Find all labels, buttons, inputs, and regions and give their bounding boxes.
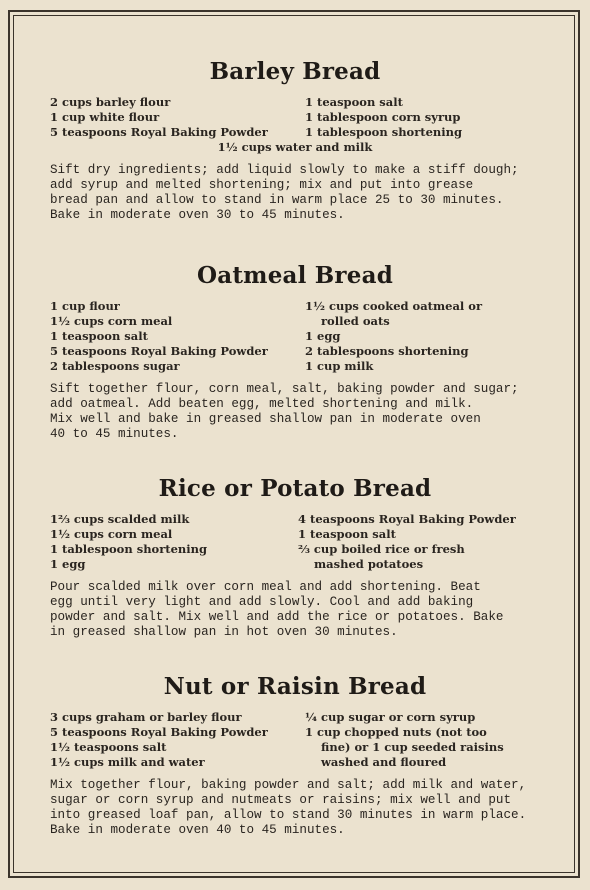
ingredient: 1½ cups cooked oatmeal or [305,299,483,313]
method-line: Pour scalded milk over corn meal and add shortening. Beat [50,580,481,594]
ingredient: 1 cup milk [305,359,374,373]
ingredient: 1 teaspoon salt [50,329,148,343]
ingredient: 1½ cups water and milk [217,140,373,154]
ingredient: 1 tablespoon shortening [305,125,463,139]
method-line: Bake in moderate oven 40 to 45 minutes. [50,823,345,837]
ingredient: 1 tablespoon shortening [50,542,208,556]
ingredient: 5 teaspoons Royal Baking Powder [50,344,268,358]
ingredient: fine) or 1 cup seeded raisins [321,740,504,754]
recipe-nut-or-raisin-bread [50,673,540,838]
recipe-rice-or-potato-bread [50,475,540,640]
ingredient-list [50,710,540,770]
method-line: into greased loaf pan, allow to stand 30 minutes in warm place. [50,808,527,822]
method-line: sugar or corn syrup and nutmeats or raisins; mix well and put [50,793,512,807]
method-line: add oatmeal. Add beaten egg, melted shortening and milk. [50,397,474,411]
ingredient: 2 cups barley flour [50,95,171,109]
method-line: Bake in moderate oven 30 to 45 minutes. [50,208,345,222]
ingredient: mashed potatoes [314,557,424,571]
ingredient: 1½ teaspoons salt [50,740,167,754]
ingredient: 5 teaspoons Royal Baking Powder [50,725,268,739]
ingredient: 1½ cups corn meal [50,527,173,541]
ingredient: 4 teaspoons Royal Baking Powder [298,512,516,526]
ingredient: 5 teaspoons Royal Baking Powder [50,125,268,139]
method-line: Mix together flour, baking powder and salt; add milk and water, [50,778,527,792]
ingredient: ⅔ cup boiled rice or fresh [298,542,465,556]
ingredient: 1 teaspoon salt [305,95,403,109]
method-line: Mix well and bake in greased shallow pan in moderate oven [50,412,481,426]
method-line: bread pan and allow to stand in warm place 25 to 30 minutes. [50,193,504,207]
ingredient: 1 egg [50,557,86,571]
ingredient: ¼ cup sugar or corn syrup [305,710,476,724]
ingredient: 1 egg [305,329,341,343]
ingredient: 1 tablespoon corn syrup [305,110,461,124]
method-line: 40 to 45 minutes. [50,427,179,441]
recipe-title: Rice or Potato Bread [158,475,432,502]
method-line: powder and salt. Mix well and add the rice or potatoes. Bake [50,610,504,624]
ingredient: 1⅔ cups scalded milk [50,512,190,526]
recipe-title: Oatmeal Bread [197,262,393,289]
ingredient: 2 tablespoons sugar [50,359,180,373]
recipe-barley-bread [50,58,540,223]
ingredient: rolled oats [321,314,390,328]
recipe-method [50,580,540,640]
ingredient-list [50,95,540,140]
ingredient: 1 teaspoon salt [298,527,396,541]
ingredient-list [50,299,540,374]
ingredient-list [50,512,540,572]
recipe-title: Barley Bread [209,58,381,85]
ingredient: washed and floured [321,755,447,769]
method-line: egg until very light and add slowly. Cool and add baking [50,595,474,609]
method-line: Sift dry ingredients; add liquid slowly to make a stiff dough; [50,163,519,177]
method-line: add syrup and melted shortening; mix and put into grease [50,178,474,192]
ingredient: 2 tablespoons shortening [305,344,469,358]
recipe-oatmeal-bread [50,262,540,442]
recipe-method [50,382,540,442]
ingredient: 3 cups graham or barley flour [50,710,242,724]
recipe-method [50,163,540,223]
ingredient: 1½ cups corn meal [50,314,173,328]
recipe-method [50,778,540,838]
ingredient: 1 cup chopped nuts (not too [305,725,487,739]
ingredient: 1 cup white flour [50,110,160,124]
ingredient: 1½ cups milk and water [50,755,205,769]
method-line: in greased shallow pan in hot oven 30 minutes. [50,625,398,639]
method-line: Sift together flour, corn meal, salt, baking powder and sugar; [50,382,519,396]
recipe-title: Nut or Raisin Bread [163,673,427,700]
ingredient: 1 cup flour [50,299,120,313]
